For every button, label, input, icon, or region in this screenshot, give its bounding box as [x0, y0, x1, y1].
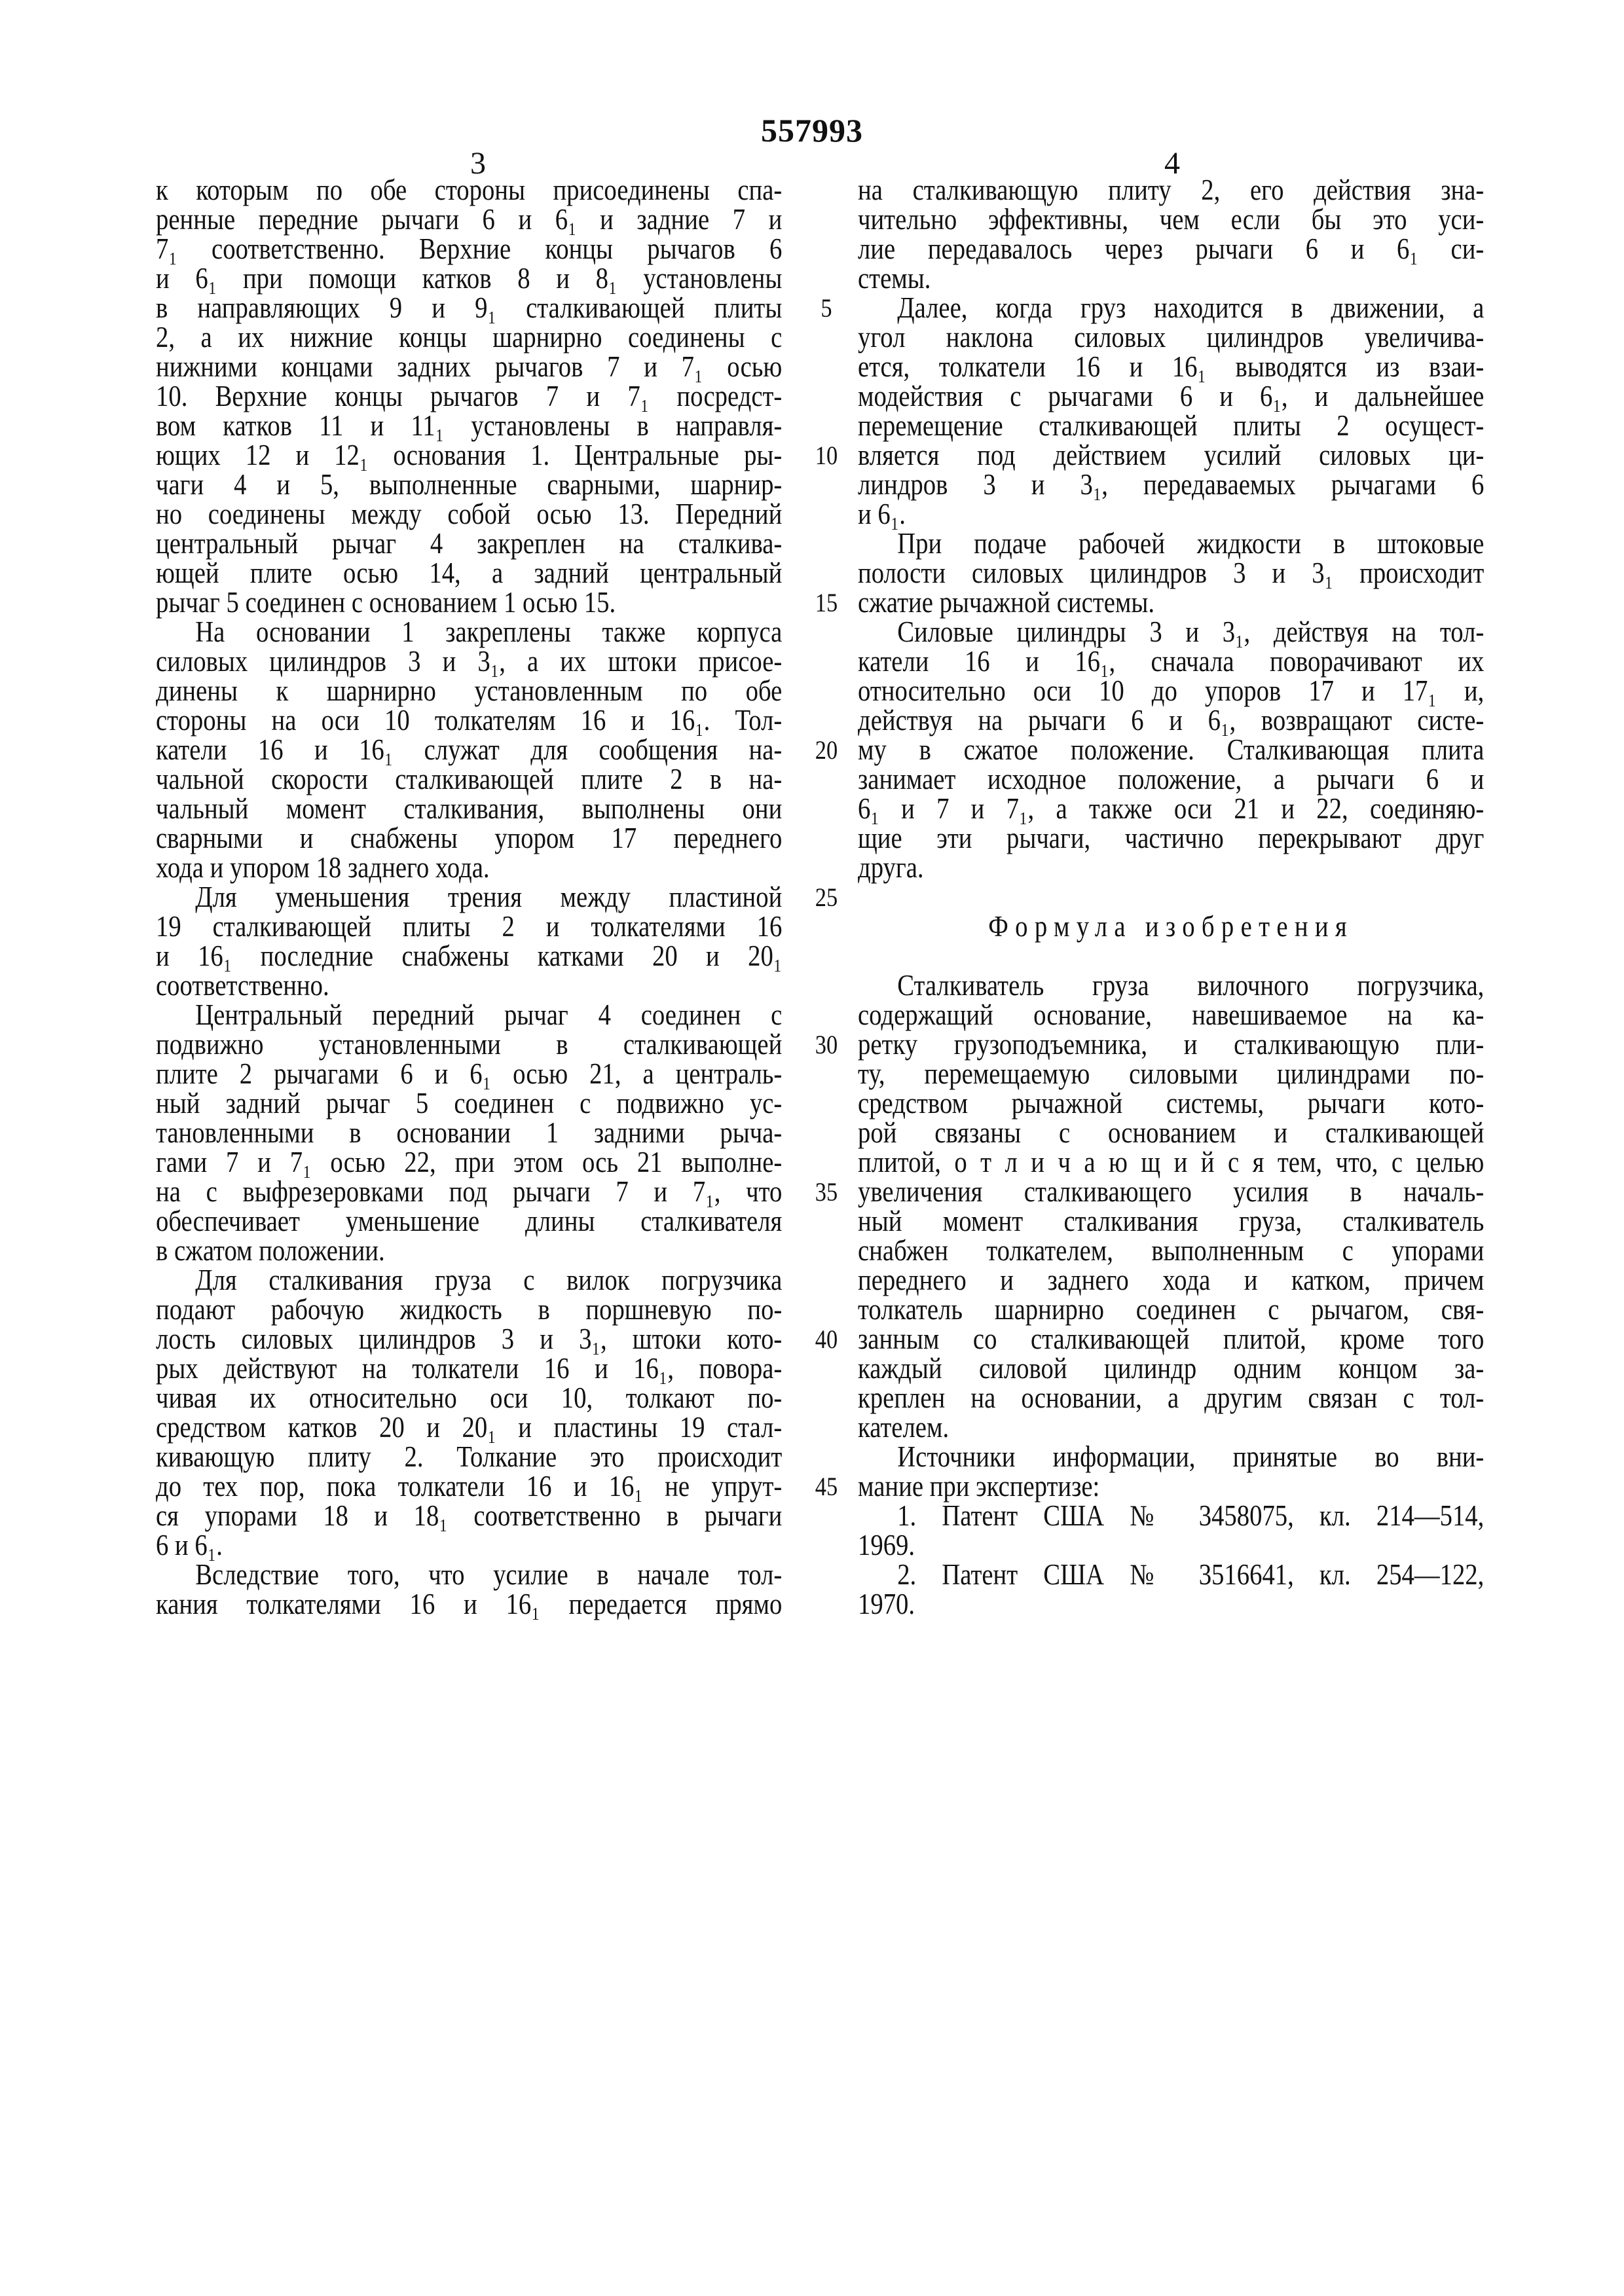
- text-line: и 16₁ последние снабжены катками 20 и 20₁: [156, 941, 782, 971]
- line-number: 25: [809, 883, 843, 912]
- text-line: вом катков 11 и 11₁ установлены в направля-: [156, 411, 782, 441]
- line-number-spacer: [809, 765, 843, 794]
- text-line: плитой, о т л и ч а ю щ и й с я тем, что, с целью: [858, 1148, 1484, 1177]
- text-line: средством катков 20 и 20₁ и пластины 19 стал-: [156, 1413, 782, 1442]
- line-number: 35: [809, 1177, 843, 1207]
- text-line: до тех пор, пока толкатели 16 и 16₁ не упрут-: [156, 1472, 782, 1501]
- text-line: 2, а их нижние концы шарнирно соединены с: [156, 323, 782, 352]
- text-line: ный задний рычаг 5 соединен с подвижно ус-: [156, 1089, 782, 1118]
- line-number-spacer: [809, 1295, 843, 1324]
- text-line: каждый силовой цилиндр одним концом за-: [858, 1354, 1484, 1383]
- text-line: ющих 12 и 12₁ основания 1. Центральные ры-: [156, 441, 782, 470]
- text-line: Сталкиватель груза вилочного погрузчика,: [858, 971, 1484, 1000]
- text-line: При подаче рабочей жидкости в штоковые: [858, 529, 1484, 558]
- text-line: и 6₁.: [858, 500, 1484, 529]
- line-number: 20: [809, 735, 843, 765]
- text-line: нижними концами задних рычагов 7 и 7₁ осью: [156, 352, 782, 382]
- text-line: к которым по обе стороны присоединены спа-: [156, 175, 782, 205]
- text-line: занным со сталкивающей плитой, кроме того: [858, 1324, 1484, 1354]
- line-number-spacer: [809, 411, 843, 441]
- line-number-spacer: [809, 205, 843, 234]
- text-line: катели 16 и 16₁, сначала поворачивают их: [858, 647, 1484, 676]
- text-line: угол наклона силовых цилиндров увеличива-: [858, 323, 1484, 352]
- text-line: средством рычажной системы, рычаги кото-: [858, 1089, 1484, 1118]
- line-number-margin: [807, 175, 846, 1619]
- text-line: относительно оси 10 до упоров 17 и 17₁ и,: [858, 676, 1484, 706]
- text-line: ющей плите осью 14, а задний центральный: [156, 558, 782, 588]
- text-line: сжатие рычажной системы.: [858, 588, 1484, 617]
- text-line: ренные передние рычаги 6 и 6₁ и задние 7 и: [156, 205, 782, 234]
- text-line: ся упорами 18 и 18₁ соответственно в рычаги: [156, 1501, 782, 1531]
- text-line: чительно эффективны, чем если бы это уси-: [858, 205, 1484, 234]
- line-number-spacer: [809, 912, 843, 941]
- line-number-spacer: [809, 1059, 843, 1089]
- text-line: вляется под действием усилий силовых ци-: [858, 441, 1484, 470]
- text-line: кания толкателями 16 и 16₁ передается прямо: [156, 1590, 782, 1619]
- text-line: увеличения сталкивающего усилия в началь-: [858, 1177, 1484, 1207]
- line-number-spacer: [809, 1207, 843, 1236]
- text-line: 1970.: [858, 1590, 1484, 1619]
- text-line: друга.: [858, 853, 1484, 883]
- text-line: на с выфрезеровками под рычаги 7 и 7₁, что: [156, 1177, 782, 1207]
- line-number-spacer: [809, 617, 843, 647]
- text-line: снабжен толкателем, выполненным с упорами: [858, 1236, 1484, 1266]
- page-number-left: 3: [445, 145, 511, 181]
- line-number-spacer: [809, 1236, 843, 1266]
- text-line: ту, перемещаемую силовыми цилиндрами по-: [858, 1059, 1484, 1089]
- text-line: стемы.: [858, 264, 1484, 293]
- right-column-lines: [858, 175, 1484, 1619]
- patent-number: 557993: [0, 111, 1624, 149]
- line-number-spacer: [809, 1383, 843, 1413]
- line-number-spacer: [809, 500, 843, 529]
- text-line: обеспечивает уменьшение длины сталкивателя: [156, 1207, 782, 1236]
- text-line: 2. Патент США № 3516641, кл. 254—122,: [858, 1560, 1484, 1590]
- line-number-spacer: [809, 1531, 843, 1560]
- text-line: 7₁ соответственно. Верхние концы рычагов 6: [156, 234, 782, 264]
- text-line: 1. Патент США № 3458075, кл. 214—514,: [858, 1501, 1484, 1531]
- line-number: 45: [809, 1472, 843, 1501]
- text-line: 6₁ и 7 и 7₁, а также оси 21 и 22, соединяю-: [858, 794, 1484, 824]
- line-number-spacer: [809, 234, 843, 264]
- line-number-spacer: [809, 470, 843, 500]
- text-line: гами 7 и 7₁ осью 22, при этом ось 21 выполне-: [156, 1148, 782, 1177]
- text-line: Для уменьшения трения между пластиной: [156, 883, 782, 912]
- text-line: Вследствие того, что усилие в начале тол-: [156, 1560, 782, 1590]
- text-line: [858, 941, 1484, 971]
- line-number-spacer: [809, 1148, 843, 1177]
- left-column-lines: [156, 175, 782, 1619]
- line-number-spacer: [809, 1590, 843, 1619]
- text-line: чаги 4 и 5, выполненные сварными, шарнир-: [156, 470, 782, 500]
- text-line: кивающую плиту 2. Толкание это происходит: [156, 1442, 782, 1472]
- line-number-spacer: [809, 941, 843, 971]
- line-number-spacer: [809, 1560, 843, 1590]
- text-line: динены к шарнирно установленным по обе: [156, 676, 782, 706]
- line-number-spacer: [809, 1089, 843, 1118]
- text-line: перемещение сталкивающей плиты 2 осущест-: [858, 411, 1484, 441]
- text-line: тановленными в основании 1 задними рыча-: [156, 1118, 782, 1148]
- text-line: лость силовых цилиндров 3 и 3₁, штоки кото-: [156, 1324, 782, 1354]
- text-line: в сжатом положении.: [156, 1236, 782, 1266]
- line-number-spacer: [809, 558, 843, 588]
- line-number-spacer: [809, 853, 843, 883]
- text-line: но соединены между собой осью 13. Передний: [156, 500, 782, 529]
- line-number: 40: [809, 1324, 843, 1354]
- left-text-column: [156, 175, 884, 1619]
- text-line: креплен на основании, а другим связан с тол-: [858, 1383, 1484, 1413]
- text-line: Для сталкивания груза с вилок погрузчика: [156, 1266, 782, 1295]
- text-line: му в сжатое положение. Сталкивающая плита: [858, 735, 1484, 765]
- text-line: в направляющих 9 и 9₁ сталкивающей плиты: [156, 293, 782, 323]
- line-number-spacer: [809, 1266, 843, 1295]
- text-line: Силовые цилиндры 3 и 3₁, действуя на тол-: [858, 617, 1484, 647]
- text-line: подают рабочую жидкость в поршневую по-: [156, 1295, 782, 1324]
- text-line: линдров 3 и 3₁, передаваемых рычагами 6: [858, 470, 1484, 500]
- text-line: кателем.: [858, 1413, 1484, 1442]
- line-number-spacer: [809, 264, 843, 293]
- line-number: 10: [809, 441, 843, 470]
- line-number-spacer: [809, 323, 843, 352]
- text-line: стороны на оси 10 толкателям 16 и 16₁. Тол-: [156, 706, 782, 735]
- text-line: плите 2 рычагами 6 и 6₁ осью 21, а централь-: [156, 1059, 782, 1089]
- line-number-spacer: [809, 824, 843, 853]
- line-number-spacer: [809, 1413, 843, 1442]
- text-line: чальной скорости сталкивающей плите 2 в на-: [156, 765, 782, 794]
- text-line: действуя на рычаги 6 и 6₁, возвращают систе-: [858, 706, 1484, 735]
- text-line: катели 16 и 16₁ служат для сообщения на-: [156, 735, 782, 765]
- text-line: на сталкивающую плиту 2, его действия зна-: [858, 175, 1484, 205]
- text-line: 19 сталкивающей плиты 2 и толкателями 16: [156, 912, 782, 941]
- line-number-spacer: [809, 352, 843, 382]
- text-line: 6 и 6₁.: [156, 1531, 782, 1560]
- text-line: рой связаны с основанием и сталкивающей: [858, 1118, 1484, 1148]
- line-number-spacer: [809, 1501, 843, 1531]
- line-number-spacer: [809, 794, 843, 824]
- text-line: толкатель шарнирно соединен с рычагом, свя-: [858, 1295, 1484, 1324]
- text-line: 10. Верхние концы рычагов 7 и 7₁ посредст-: [156, 382, 782, 411]
- right-text-column: [858, 175, 1586, 1619]
- text-line: рычаг 5 соединен с основанием 1 осью 15.: [156, 588, 782, 617]
- line-number-spacer: [809, 1118, 843, 1148]
- text-line: переднего и заднего хода и катком, причем: [858, 1266, 1484, 1295]
- text-line: рых действуют на толкатели 16 и 16₁, повора-: [156, 1354, 782, 1383]
- line-number-spacer: [809, 1000, 843, 1030]
- line-number-spacer: [809, 1354, 843, 1383]
- line-number: 30: [809, 1030, 843, 1059]
- text-line: ется, толкатели 16 и 16₁ выводятся из взаи-: [858, 352, 1484, 382]
- text-line: щие эти рычаги, частично перекрывают друг: [858, 824, 1484, 853]
- text-line: ретку грузоподъемника, и сталкивающую пли-: [858, 1030, 1484, 1059]
- text-line: занимает исходное положение, а рычаги 6 и: [858, 765, 1484, 794]
- line-number-spacer: [809, 529, 843, 558]
- page-number-right: 4: [1139, 145, 1205, 181]
- text-line: полости силовых цилиндров 3 и 3₁ происходит: [858, 558, 1484, 588]
- line-number-spacer: [809, 382, 843, 411]
- line-number-spacer: [809, 647, 843, 676]
- text-line: Далее, когда груз находится в движении, а: [858, 293, 1484, 323]
- text-line: подвижно установленными в сталкивающей: [156, 1030, 782, 1059]
- line-number-spacer: [809, 175, 843, 205]
- text-line: лие передавалось через рычаги 6 и 6₁ си-: [858, 234, 1484, 264]
- text-line: и 6₁ при помощи катков 8 и 8₁ установлены: [156, 264, 782, 293]
- line-number-spacer: [809, 971, 843, 1000]
- text-line: мание при экспертизе:: [858, 1472, 1484, 1501]
- text-line: хода и упором 18 заднего хода.: [156, 853, 782, 883]
- line-number: 15: [809, 588, 843, 617]
- text-line: силовых цилиндров 3 и 3₁, а их штоки присое-: [156, 647, 782, 676]
- line-number-spacer: [809, 706, 843, 735]
- text-line: 1969.: [858, 1531, 1484, 1560]
- line-number-spacer: [809, 1442, 843, 1472]
- text-line: модействия с рычагами 6 и 6₁, и дальнейшее: [858, 382, 1484, 411]
- text-line: центральный рычаг 4 закреплен на сталкива-: [156, 529, 782, 558]
- line-number: 5: [809, 293, 843, 323]
- text-line: содержащий основание, навешиваемое на ка-: [858, 1000, 1484, 1030]
- text-line: [858, 883, 1484, 912]
- text-line: На основании 1 закреплены также корпуса: [156, 617, 782, 647]
- text-line: сварными и снабжены упором 17 переднего: [156, 824, 782, 853]
- line-number-spacer: [809, 676, 843, 706]
- text-line: ный момент сталкивания груза, сталкиватель: [858, 1207, 1484, 1236]
- text-line: Источники информации, принятые во вни-: [858, 1442, 1484, 1472]
- section-heading: Формула изобретения: [858, 912, 1484, 941]
- text-line: чивая их относительно оси 10, толкают по-: [156, 1383, 782, 1413]
- text-line: соответственно.: [156, 971, 782, 1000]
- text-line: чальный момент сталкивания, выполнены они: [156, 794, 782, 824]
- text-line: Центральный передний рычаг 4 соединен с: [156, 1000, 782, 1030]
